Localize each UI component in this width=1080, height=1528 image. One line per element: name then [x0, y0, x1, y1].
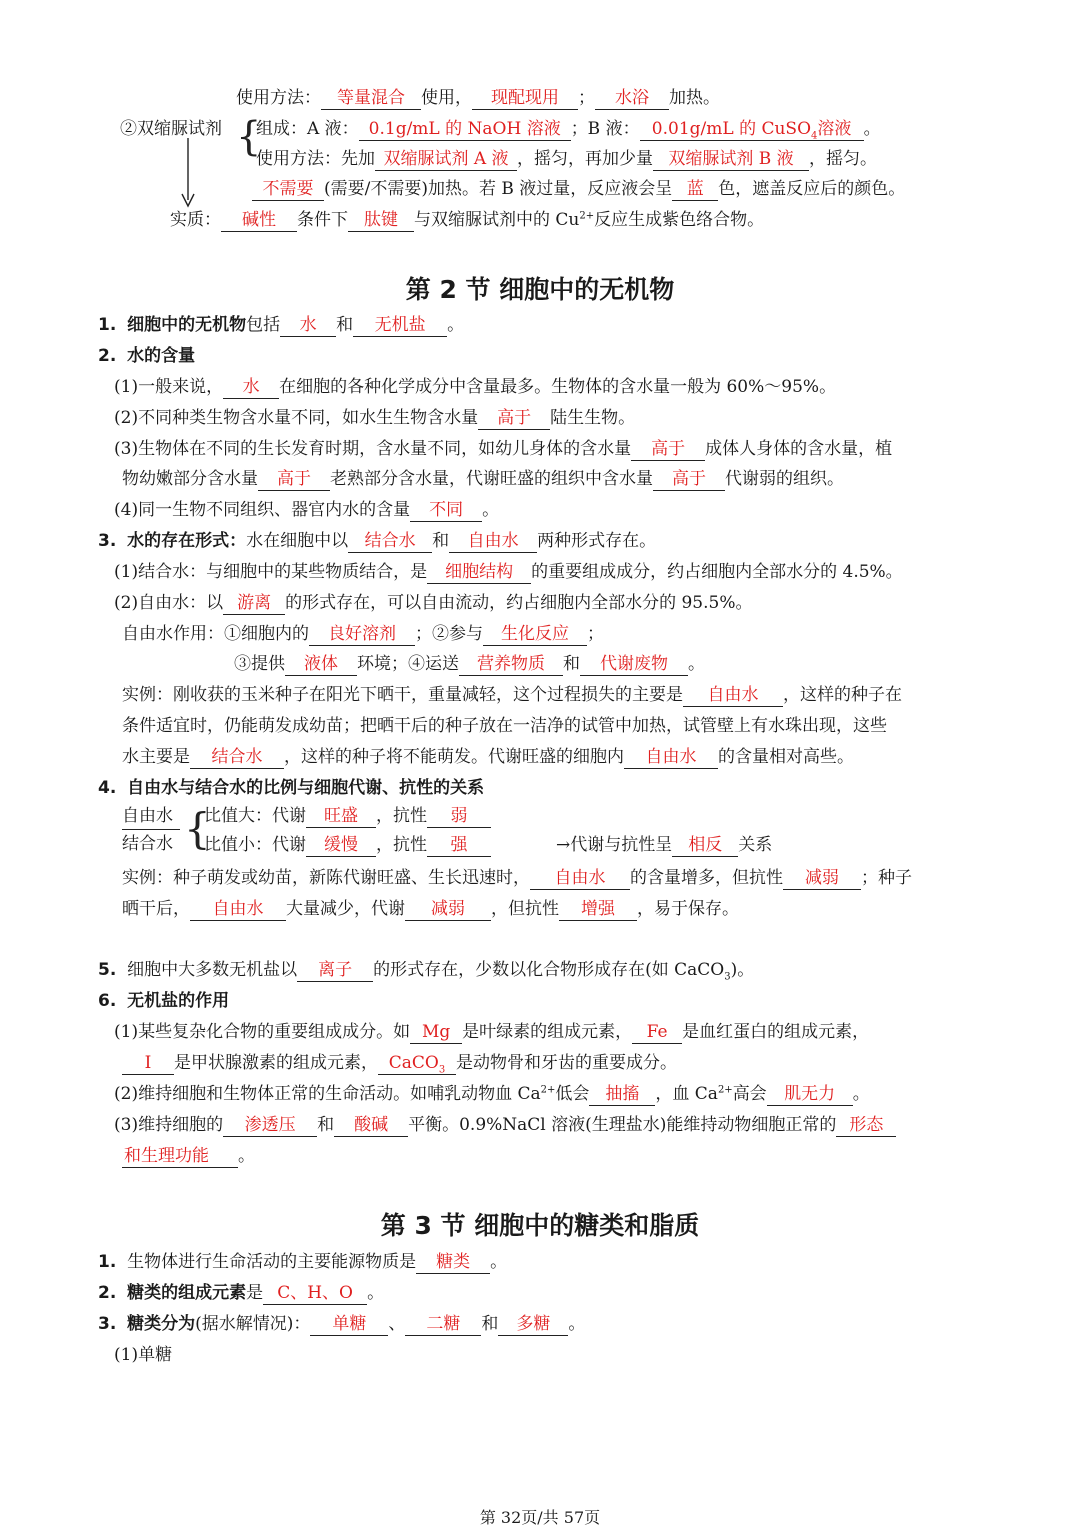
- answer-blank: 高于: [653, 468, 725, 491]
- answer-blank: 酸碱: [334, 1114, 408, 1137]
- answer-blank: 糖类: [416, 1251, 490, 1274]
- answer-blank: 渗透压: [223, 1114, 317, 1137]
- answer-blank: 抽搐: [589, 1083, 655, 1106]
- free-water-role-cont: ③提供 液体 环境；④运送 营养物质 和 代谢废物 。: [234, 654, 705, 674]
- answer-blank: 旺盛: [306, 805, 376, 828]
- s3-question-1: 1. 生物体进行生命活动的主要能源物质是 糖类 。: [98, 1252, 508, 1272]
- answer-blank: 相反: [672, 834, 738, 857]
- ratio-denominator: 结合水: [122, 834, 173, 854]
- q2-item-3: (3)生物体在不同的生长发育时期，含水量不同，如幼儿身体的含水量 高于 成体人身体的含水量，植: [114, 439, 893, 459]
- answer-blank: 0.01g/mL 的 CuSO$_4$溶液: [640, 118, 864, 141]
- answer-blank: 肌无力: [767, 1083, 853, 1106]
- essence-line: 实质： 碱性 条件下 肽键 与双缩脲试剂中的 $Cu^{2+}$反应生成紫色络合物。: [170, 210, 765, 230]
- brace-symbol: {: [236, 114, 262, 160]
- q6-item-2: (2)维持细胞和生物体正常的生命活动。如哺乳动物血 $Ca^{2+}$低会 抽搐 ，血 $Ca^{2+}$高会 肌无力 。: [114, 1084, 870, 1104]
- example-line-1: 实例：刚收获的玉米种子在阳光下晒干，重量减轻，这个过程损失的主要是 自由水 ，这样的种子在: [122, 685, 902, 705]
- answer-blank: 二糖: [405, 1313, 481, 1336]
- answer-blank: 增强: [559, 898, 637, 921]
- answer-blank: 和生理功能: [122, 1145, 238, 1168]
- fraction-line: [122, 829, 180, 830]
- example-line-3: 水主要是 结合水 ，这样的种子将不能萌发。代谢旺盛的细胞内 自由水 的含量相对高些。: [122, 747, 854, 767]
- answer-blank: CaCO$_3$: [378, 1052, 456, 1075]
- answer-blank: 代谢废物: [580, 653, 688, 676]
- example-line-5: 晒干后， 自由水 大量减少，代谢 减弱 ，但抗性 增强 ，易于保存。: [122, 899, 739, 919]
- answer-blank: 水: [280, 314, 336, 337]
- biuret-label: ②双缩脲试剂: [120, 119, 222, 139]
- answer-blank: 不同: [410, 499, 482, 522]
- answer-blank: 等量混合: [321, 87, 421, 110]
- answer-blank: 弱: [427, 805, 491, 828]
- ratio-small: 比值小：代谢 缓慢 ，抗性 强: [204, 833, 491, 857]
- answer-blank: 减弱: [405, 898, 491, 921]
- answer-blank: 单糖: [310, 1313, 388, 1336]
- example-line-4: 实例：种子萌发或幼苗，新陈代谢旺盛、生长迅速时， 自由水 的含量增多，但抗性 减弱 ；种子: [122, 868, 912, 888]
- answer-blank: 减弱: [783, 867, 861, 890]
- answer-blank: 现配现用: [472, 87, 578, 110]
- question-3: 3. 水的存在形式：水在细胞中以 结合水 和 自由水 两种形式存在。: [98, 531, 657, 551]
- section-title: 第 3 节 细胞中的糖类和脂质: [380, 1211, 700, 1240]
- section-title: 第 2 节 细胞中的无机物: [405, 275, 675, 304]
- answer-blank: 双缩脲试剂 A 液: [375, 148, 517, 171]
- q3-item-1: (1)结合水：与细胞中的某些物质结合，是 细胞结构 的重要组成成分，约占细胞内全部水分的 4.5%。: [114, 562, 903, 582]
- answer-blank: 水: [223, 376, 279, 399]
- q6-item-3: (3)维持细胞的 渗透压 和 酸碱 平衡。0.9%NaCl 溶液(生理盐水)能维持动物细胞正常的 形态: [114, 1113, 896, 1137]
- answer-blank: 离子: [297, 959, 373, 982]
- s3-question-2: 2. 糖类的组成元素是 C、H、O 。: [98, 1283, 385, 1303]
- question-5: 5. 细胞中大多数无机盐以 离子 的形式存在，少数以化合物形成存在(如 CaCO$_3$)。: [98, 960, 755, 983]
- answer-blank: Fe: [632, 1021, 682, 1044]
- brace-symbol: {: [184, 804, 211, 853]
- free-water-role: 自由水作用：①细胞内的 良好溶剂 ；②参与 生化反应 ；: [122, 624, 604, 644]
- answer-blank: 结合水: [348, 530, 432, 553]
- answer-blank: 自由水: [624, 746, 718, 769]
- q6-item-1: (1)某些复杂化合物的重要组成成分。如 Mg 是叶绿素的组成元素， Fe 是血红蛋白的组成元素，: [114, 1022, 870, 1042]
- heat-line: 不需要 (需要/不需要)加热。若 B 液过量，反应液会呈 蓝 色，遮盖反应后的颜色。: [252, 177, 905, 201]
- relation-line: →代谢与抗性呈 相反 关系: [556, 835, 773, 855]
- answer-blank: 高于: [631, 438, 705, 461]
- answer-blank: 自由水: [449, 530, 537, 553]
- usage-line: 使用方法： 等量混合 使用， 现配现用 ； 水浴 加热。: [236, 88, 720, 108]
- answer-blank: 水浴: [595, 87, 669, 110]
- q6-item-1-cont: I 是甲状腺激素的组成元素， CaCO$_3$ 是动物骨和牙齿的重要成分。: [122, 1051, 677, 1075]
- answer-blank: 高于: [478, 407, 550, 430]
- answer-blank: 蓝: [672, 178, 718, 201]
- answer-blank: 高于: [258, 468, 330, 491]
- ratio-large: 比值大：代谢 旺盛 ，抗性 弱: [204, 804, 491, 828]
- page-number: 第 32页/共 57页: [479, 1508, 601, 1527]
- answer-blank: 无机盐: [353, 314, 447, 337]
- s3-q3-item-1: (1)单糖: [114, 1345, 173, 1365]
- answer-blank: 双缩脲试剂 B 液: [653, 148, 809, 171]
- answer-blank: 形态: [836, 1114, 896, 1137]
- answer-blank: 不需要: [252, 178, 324, 201]
- answer-blank: 自由水: [683, 684, 783, 707]
- ratio-numerator: 自由水: [122, 806, 173, 826]
- answer-blank: 自由水: [530, 867, 630, 890]
- q2-item-2: (2)不同种类生物含水量不同，如水生生物含水量 高于 陆生生物。: [114, 408, 636, 428]
- answer-blank: 良好溶剂: [309, 623, 415, 646]
- answer-blank: 0.1g/mL 的 NaOH 溶液: [359, 118, 571, 141]
- q2-item-1: (1)一般来说， 水 在细胞的各种化学成分中含量最多。生物体的含水量一般为 60%～95%。: [114, 377, 837, 397]
- answer-blank: 结合水: [190, 746, 284, 769]
- answer-blank: 游离: [223, 592, 285, 615]
- question-6: 6. 无机盐的作用: [98, 991, 230, 1011]
- down-arrow-icon: [180, 138, 196, 208]
- answer-blank: I: [122, 1052, 174, 1075]
- question-1: 1. 细胞中的无机物包括 水 和 无机盐 。: [98, 315, 465, 335]
- q6-item-3-cont: 和生理功能 。: [124, 1146, 255, 1166]
- example-line-2: 条件适宜时，仍能萌发成幼苗；把晒干后的种子放在一洁净的试管中加热，试管壁上有水珠出现，这些: [122, 716, 887, 736]
- s3-question-3: 3. 糖类分为(据水解情况)： 单糖 、 二糖 和 多糖 。: [98, 1314, 586, 1334]
- answer-blank: 碱性: [221, 209, 297, 232]
- question-2: 2. 水的含量: [98, 346, 196, 366]
- answer-blank: 肽键: [348, 209, 414, 232]
- composition-line: 组成：A 液： 0.1g/mL 的 NaOH 溶液 ；B 液： 0.01g/mL 的 CuSO$_4$溶液 。: [256, 119, 881, 142]
- answer-blank: 营养物质: [459, 653, 563, 676]
- answer-blank: 生化反应: [483, 623, 587, 646]
- q2-item-4: (4)同一生物不同组织、器官内水的含量 不同 。: [114, 500, 500, 520]
- answer-blank: 强: [427, 834, 491, 857]
- answer-blank: Mg: [410, 1021, 462, 1044]
- answer-blank: 液体: [285, 653, 357, 676]
- q2-item-3-cont: 物幼嫩部分含水量 高于 老熟部分含水量，代谢旺盛的组织中含水量 高于 代谢弱的组织。: [122, 469, 844, 489]
- usage2-line: 使用方法：先加 双缩脲试剂 A 液 ，摇匀，再加少量 双缩脲试剂 B 液 ，摇匀。: [256, 149, 877, 169]
- answer-blank: C、H、O: [263, 1282, 367, 1305]
- question-4: 4. 自由水与结合水的比例与细胞代谢、抗性的关系: [98, 778, 485, 798]
- answer-blank: 缓慢: [306, 834, 376, 857]
- answer-blank: 自由水: [190, 898, 286, 921]
- answer-blank: 多糖: [498, 1313, 568, 1336]
- q3-item-2: (2)自由水：以 游离 的形式存在，可以自由流动，约占细胞内全部水分的 95.5%。: [114, 593, 753, 613]
- answer-blank: 细胞结构: [427, 561, 531, 584]
